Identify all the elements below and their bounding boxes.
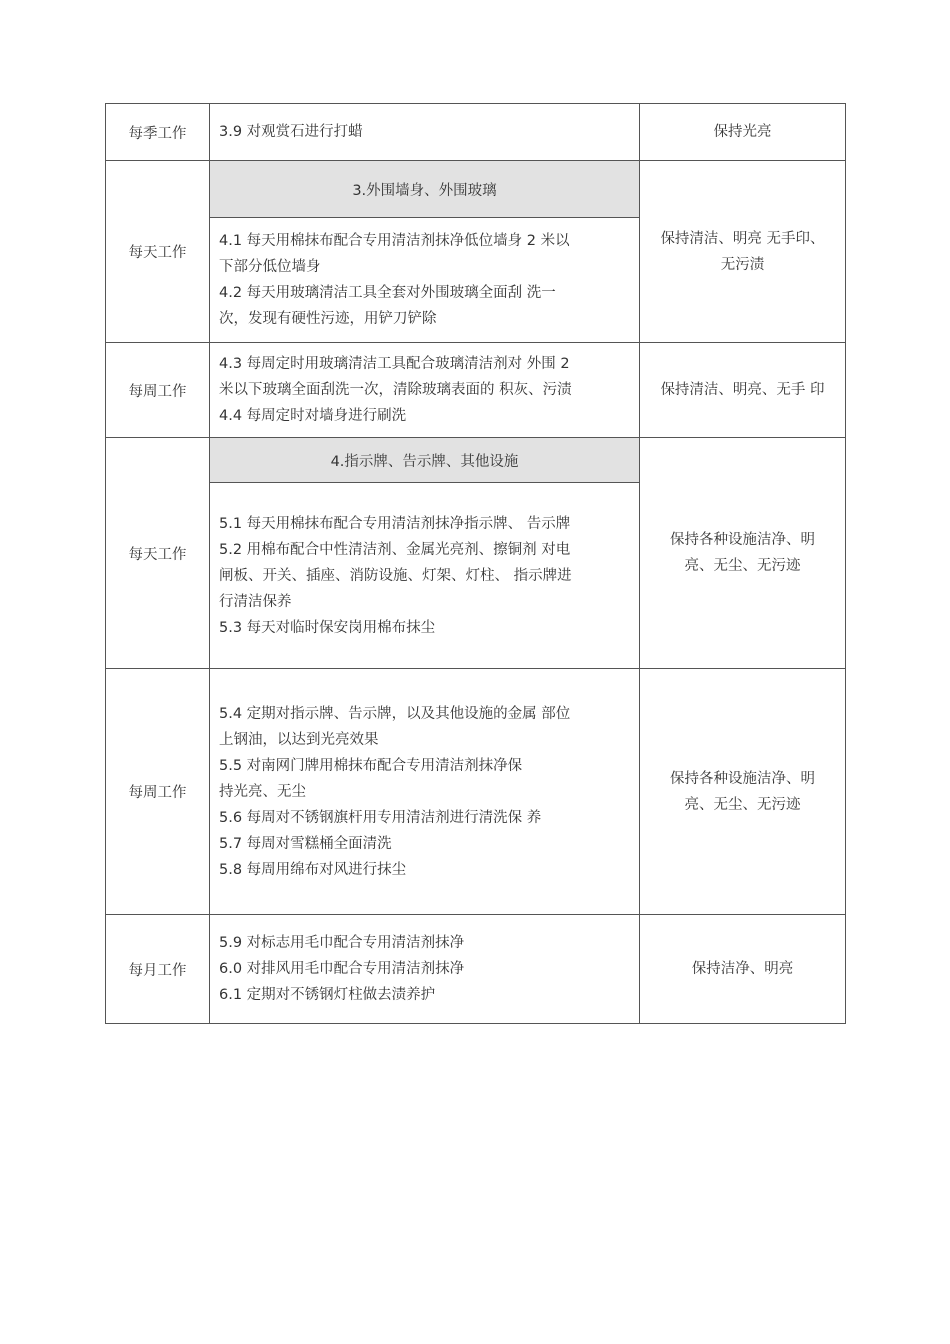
task-item: 下部分低位墙身 xyxy=(219,259,321,275)
task-item: 上钢油，以达到光亮效果 xyxy=(219,731,379,748)
standard-cell: 保持光亮 xyxy=(640,104,846,161)
standard-cell xyxy=(640,669,846,915)
frequency-cell: 每天工作 xyxy=(106,161,210,343)
task-item: 5.8 每周用绵布对风进行抹尘 xyxy=(219,861,407,878)
standard-cell xyxy=(640,438,846,669)
standard-text: 保持各种设施洁净、明 xyxy=(670,532,815,548)
task-item: 5.9 对标志用毛巾配合专用清洁剂抹净 xyxy=(219,935,465,951)
section-header-row xyxy=(106,438,846,483)
table-row xyxy=(106,669,846,915)
task-item: 5.1 每天用棉抹布配合专用清洁剂抹净指示牌、 告示牌 xyxy=(219,515,571,532)
task-cell xyxy=(210,343,640,438)
task-item: 3.9 对观赏石进行打蜡 xyxy=(219,124,363,140)
table-row xyxy=(106,915,846,1024)
task-item: 次，发现有硬性污迹，用铲刀铲除 xyxy=(219,311,437,327)
frequency-cell: 每季工作 xyxy=(106,104,210,161)
standard-text: 保持各种设施洁净、明 xyxy=(670,770,815,787)
task-item: 5.5 对南网门牌用棉抹布配合专用清洁剂抹净保 xyxy=(219,757,523,774)
frequency-cell: 每周工作 xyxy=(106,669,210,915)
task-cell xyxy=(210,218,640,343)
standard-cell xyxy=(640,161,846,343)
frequency-cell: 每天工作 xyxy=(106,438,210,669)
standard-cell: 保持洁净、明亮 xyxy=(640,915,846,1024)
task-item: 持光亮、无尘 xyxy=(219,783,306,800)
task-item: 闸板、开关、插座、消防设施、灯架、灯柱、 指示牌进 xyxy=(219,567,572,584)
standard-text: 亮、无尘、无污迹 xyxy=(684,558,801,574)
task-item: 6.0 对排风用毛巾配合专用清洁剂抹净 xyxy=(219,961,465,977)
task-item: 4.3 每周定时用玻璃清洁工具配合玻璃清洁剂对 外围 2 xyxy=(219,356,570,372)
task-item: 5.6 每周对不锈钢旗杆用专用清洁剂进行清洗保 养 xyxy=(219,809,542,826)
task-cell xyxy=(210,915,640,1024)
table-row xyxy=(106,343,846,438)
task-cell xyxy=(210,104,640,161)
section-title: 3.外围墙身、外围玻璃 xyxy=(210,161,640,218)
standard-text: 保持清洁、明亮 无手印、 xyxy=(660,230,825,247)
task-cell xyxy=(210,483,640,669)
task-item: 5.4 定期对指示牌、告示牌，以及其他设施的金属 部位 xyxy=(219,705,571,722)
frequency-cell: 每周工作 xyxy=(106,343,210,438)
task-item: 5.3 每天对临时保安岗用棉布抹尘 xyxy=(219,619,436,636)
cleaning-schedule-table xyxy=(105,103,846,1024)
standard-text: 无污渍 xyxy=(720,256,765,273)
table-row xyxy=(106,104,846,161)
task-item: 行清洁保养 xyxy=(219,593,292,610)
standard-cell: 保持清洁、明亮、无手 印 xyxy=(640,343,846,438)
task-item: 4.4 每周定时对墙身进行刷洗 xyxy=(219,408,407,424)
section-header-row xyxy=(106,161,846,218)
task-item: 6.1 定期对不锈钢灯柱做去渍养护 xyxy=(219,987,436,1003)
task-item: 5.2 用棉布配合中性清洁剂、金属光亮剂、擦铜剂 对电 xyxy=(219,541,571,558)
task-item: 5.7 每周对雪糕桶全面清洗 xyxy=(219,835,392,852)
task-item: 4.1 每天用棉抹布配合专用清洁剂抹净低位墙身 2 米以 xyxy=(219,233,570,249)
task-cell xyxy=(210,669,640,915)
frequency-cell: 每月工作 xyxy=(106,915,210,1024)
task-item: 米以下玻璃全面刮洗一次，清除玻璃表面的 积灰、污渍 xyxy=(219,382,572,398)
task-item: 4.2 每天用玻璃清洁工具全套对外围玻璃全面刮 洗一 xyxy=(219,285,556,301)
section-title: 4.指示牌、告示牌、其他设施 xyxy=(210,438,640,483)
standard-text: 亮、无尘、无污迹 xyxy=(684,796,801,813)
